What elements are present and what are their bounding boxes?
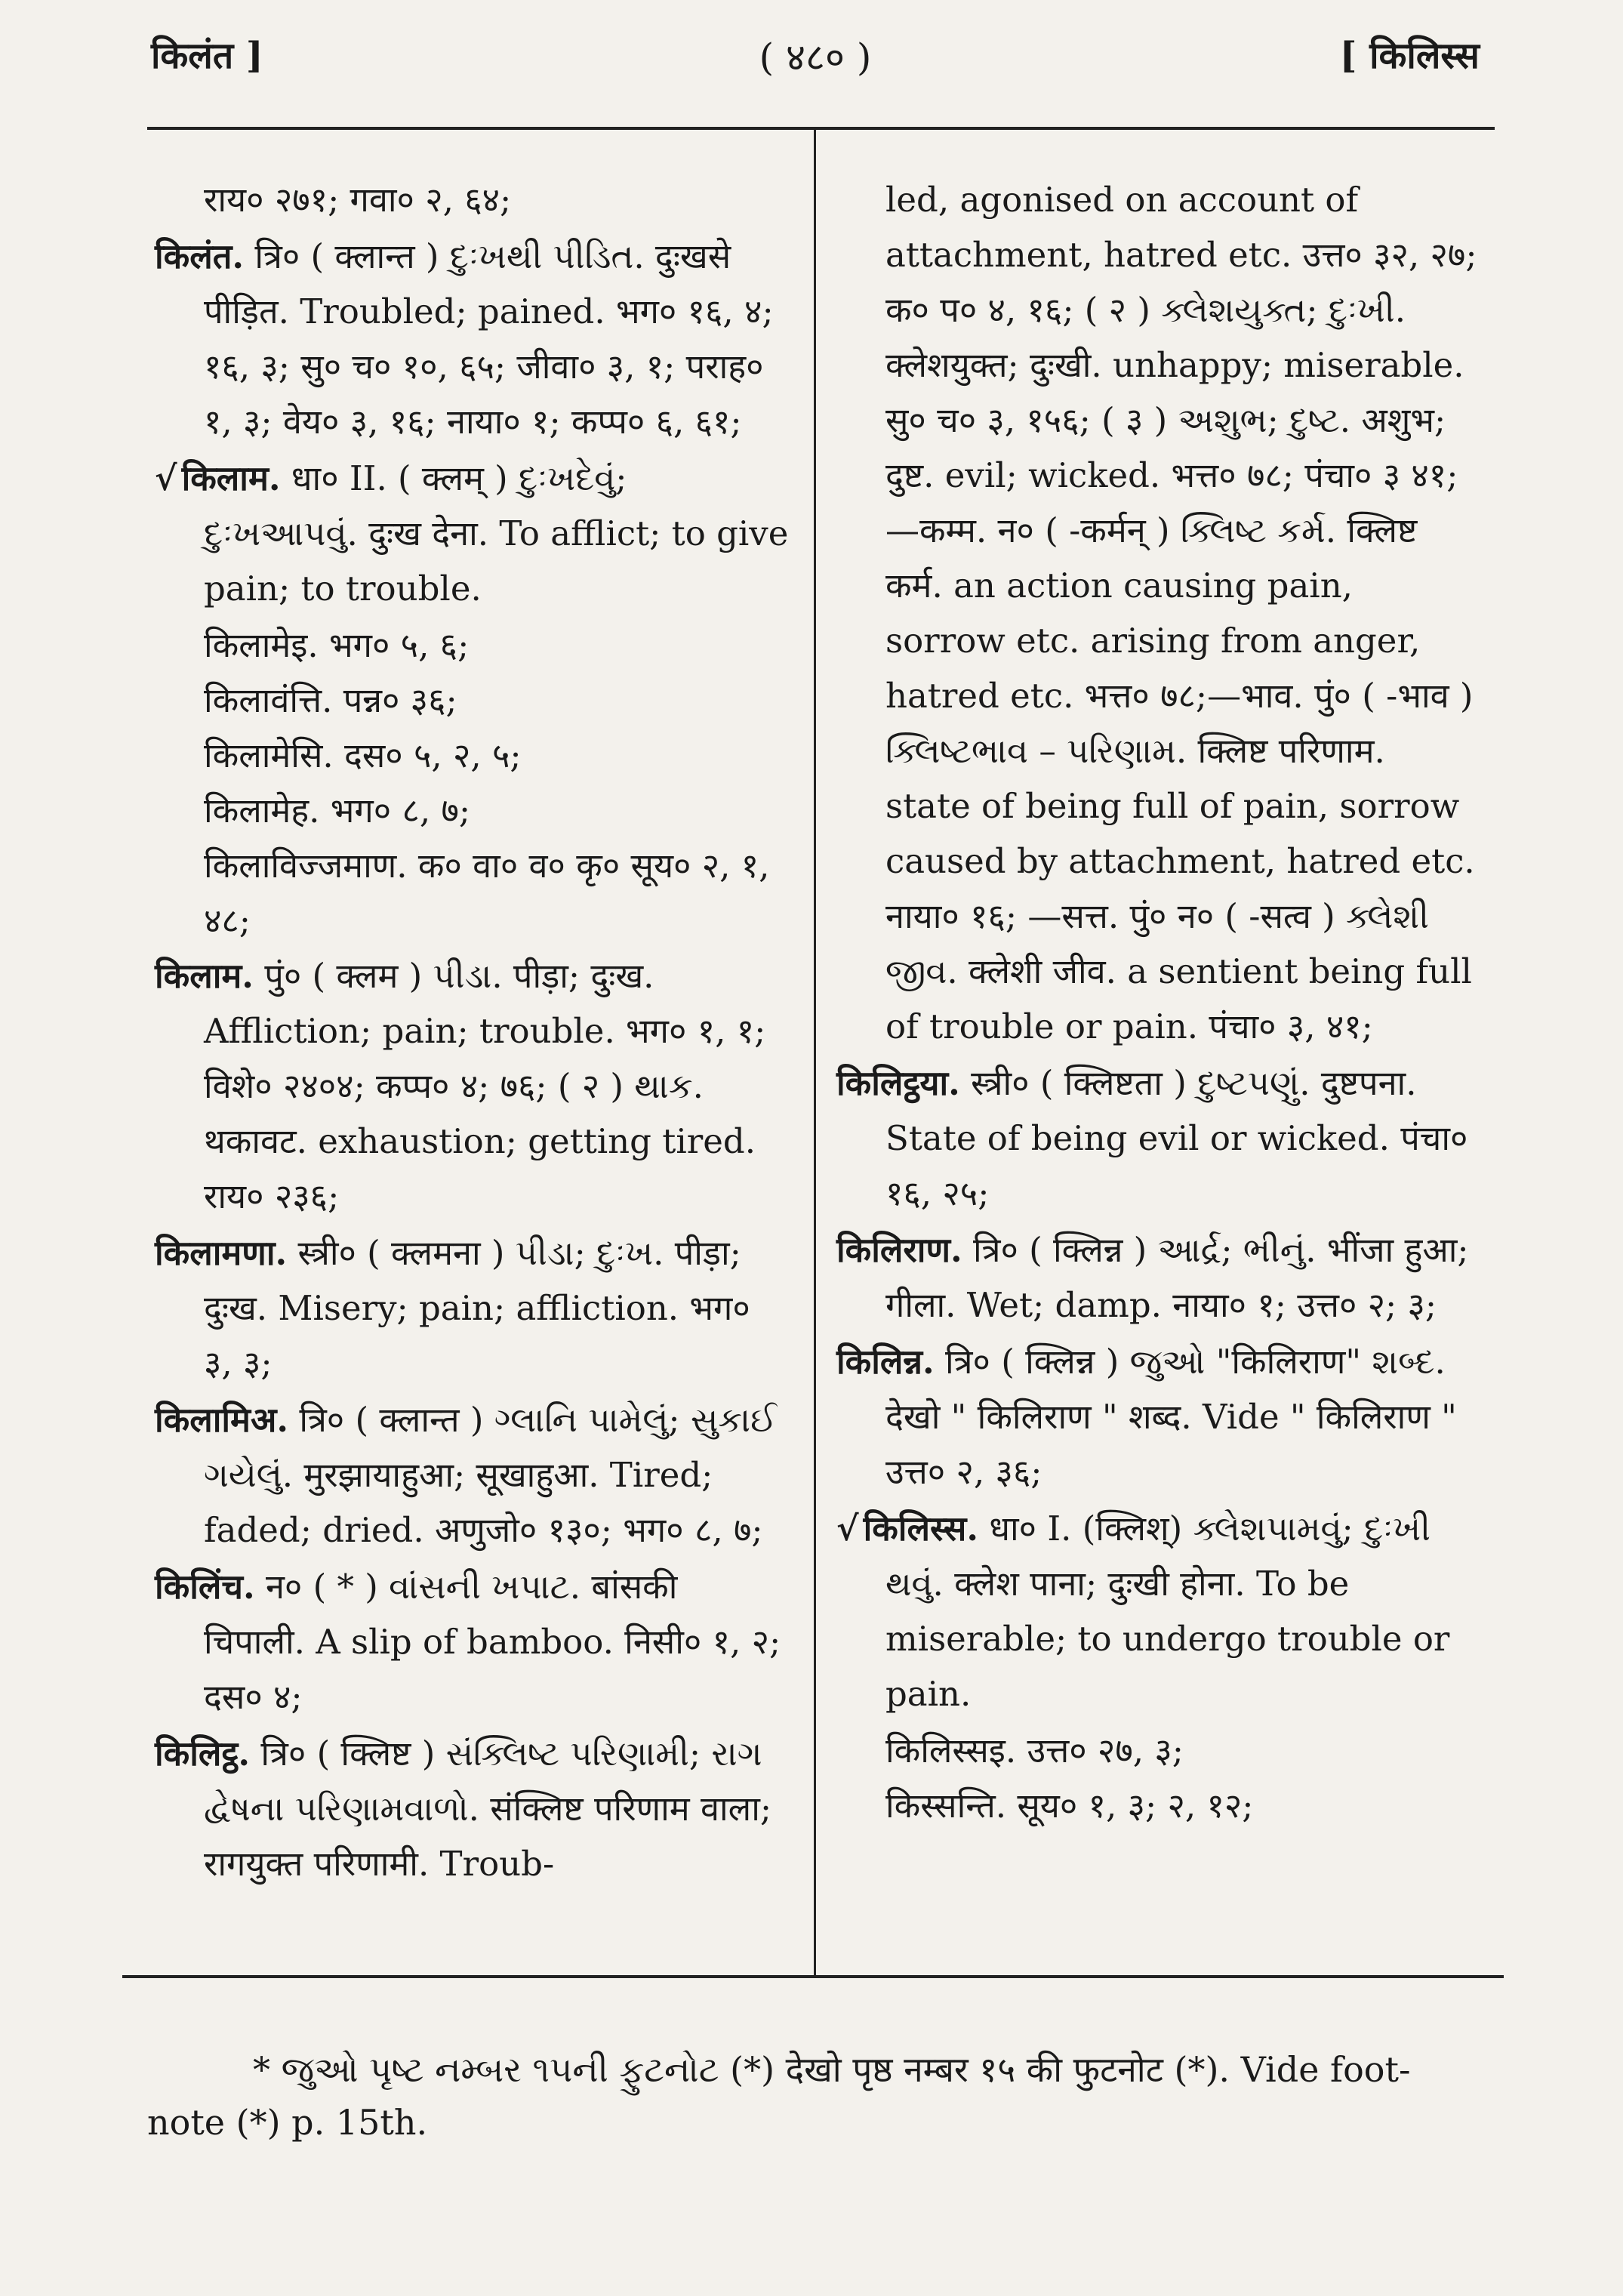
entry-body: स्त्री० ( क्लिष्टता ) દુષ્ટપણું. दुष्टपना. State of being evil or wicked. पंचा० १६, २५; bbox=[885, 1063, 1468, 1213]
footer-rule bbox=[122, 1975, 1504, 1978]
dictionary-entry bbox=[155, 1559, 789, 1724]
entry-body: त्रि० ( क्लिन्न ) જુઓ "किलिराण" શબ્દ. देखो " किलिराण " शब्द. Vide " किलिराण " उत्त० २, ३६; bbox=[885, 1342, 1457, 1492]
verb-form: किलामेह. भग० ८, ७; bbox=[204, 791, 471, 831]
entry-body: त्रि० ( क्लिष्ट ) સંક્લિષ્ટ પરિણામી; રાગ દ્વેષના પરિણામવાળો. संक्लिष्ट परिणाम वाला; रागयुक्त परिणामी. Troub- bbox=[204, 1734, 772, 1884]
headword: किलिंच. bbox=[155, 1567, 255, 1607]
entry-body: न० ( * ) વાંસની ખપાટ. बांसकी चिपाली. A slip of bamboo. निसी० १, २; दस० ४; bbox=[204, 1567, 781, 1717]
entry-body: पुं० ( क्लम ) પીડા. पीड़ा; दुःख. Affliction; pain; trouble. भग० १, १; विशे० २४०४; कप्प० ४; ७६; ( २ ) થાક. थकावट. exhaustion; getting tired. राय० २३६; bbox=[204, 956, 766, 1216]
headword: किलामिअ. bbox=[155, 1400, 288, 1440]
headword: किलाम. bbox=[155, 956, 254, 996]
footnote: * જુઓ પૃષ્ટ નમ્બર ૧૫ની ફુટનોટ (*) देखो पृष्ठ नम्बर १५ की फुटनोट (*). Vide foot-note (*) p. 15th. bbox=[147, 2049, 1411, 2143]
dictionary-entry bbox=[836, 1056, 1478, 1221]
left-column bbox=[155, 172, 789, 1893]
headword: किलाम. bbox=[181, 458, 281, 498]
headword: किलिट्ठया. bbox=[836, 1063, 960, 1103]
headword: किलिट्ठ. bbox=[155, 1734, 251, 1774]
root-checkmark-icon: √ bbox=[836, 1509, 859, 1549]
verb-form: किस्सन्ति. सूय० १, ३; २, १२; bbox=[885, 1786, 1254, 1826]
headword: किलामणा. bbox=[155, 1233, 288, 1273]
header-right-guide-word: [ किलिस्स bbox=[1339, 35, 1480, 77]
entry-body: त्रि० ( क्लान्त ) ગ્લાનિ પામેલું; સુકાઈ ગયેલું. मुरझायाहुआ; सूखाहुआ. Tired; faded; dried. अणुजो० १३०; भग० ८, ७; bbox=[204, 1400, 777, 1550]
continuation-text: राय० २७१; गवा० २, ६४; bbox=[204, 180, 512, 220]
headword: किलंत. bbox=[155, 236, 245, 276]
header-rule bbox=[147, 127, 1495, 130]
verb-form: किलिस्सइ. उत्त० २७, ३; bbox=[885, 1730, 1184, 1771]
dictionary-entry bbox=[155, 229, 789, 449]
headword: किलिराण. bbox=[836, 1230, 962, 1270]
entry-body: धा० II. ( क्लम् ) દુઃખદેવું; દુઃખઆપવું. दुःख देना. To afflict; to give pain; to trouble. bbox=[204, 458, 789, 609]
dictionary-entry bbox=[155, 1726, 789, 1891]
dictionary-entry bbox=[836, 1222, 1478, 1333]
entry-body: स्त्री० ( क्लमना ) પીડા; દુઃખ. पीड़ा; दुःख. Misery; pain; affliction. भग० ३, ३; bbox=[204, 1233, 750, 1383]
root-checkmark-icon: √ bbox=[155, 458, 177, 498]
dictionary-entry bbox=[155, 1225, 789, 1391]
verb-form: किलामेइ. भग० ५, ६; bbox=[204, 625, 470, 665]
verb-form: किलामेसि. दस० ५, २, ५; bbox=[204, 735, 522, 775]
dictionary-entry bbox=[155, 451, 789, 616]
page-header bbox=[151, 30, 1480, 91]
headword: किलिस्स. bbox=[863, 1509, 978, 1549]
page-number: ( ४८० ) bbox=[759, 35, 872, 79]
continuation-text: led, agonised on account of attachment, hatred etc. उत्त० ३२, २७; क० प० ४, १६; ( २ ) ક્લેશયુક્ત; દુઃખી. क्लेशयुक्त; दुःखी. unhappy; miserable. सु० च० ३, १५६; ( ३ ) અશુભ; દુષ્ટ. अशुभ; दुष्ट. evil; wicked. भत्त० ७८; पंचा० ३ ४१; —कम्म. न० ( -कर्मन् ) ક્લિષ્ટ કર્મ. क्लिष्ट कर्म. an action causing pain, sorrow etc. arising from anger, hatred etc. भत्त० ७८;—भाव. पुं० ( -भाव ) ક્લિષ્ટભાવ – પરિણામ. क्लिष्ट परिणाम. state of being full of pain, sorrow caused by attachment, hatred etc. नाया० १६; —सत्त. पुं० न० ( -सत्व ) ક્લેશી જીવ. क्लेशी जीव. a sentient being full of trouble or pain. पंचा० ३, ४१; bbox=[885, 180, 1477, 1046]
dictionary-entry bbox=[155, 1392, 789, 1558]
entry-body: त्रि० ( क्लान्त ) દુઃખથી પીડિત. दुःखसे पीड़ित. Troubled; pained. भग० १६, ४; १६, ३; सु० च० १०, ६५; जीवा० ३, १; पराह० १, ३; वेय० ३, १६; नाया० १; कप्प० ६, ६१; bbox=[204, 236, 774, 442]
column-divider bbox=[814, 130, 816, 1977]
dictionary-entry bbox=[836, 1501, 1478, 1721]
headword: किलिन्न. bbox=[836, 1342, 935, 1382]
header-left-guide-word: किलंत ] bbox=[151, 35, 263, 77]
right-column bbox=[836, 172, 1478, 1833]
entry-body: त्रि० ( क्लिन्न ) આર્દ્ર; ભીનું. भींजा हुआ; गीला. Wet; damp. नाया० १; उत्त० २; ३; bbox=[885, 1230, 1469, 1325]
entry-body: धा० I. (क्लिश्) ક્લેશપામવું; દુઃખી થવું. क्लेश पाना; दुःखी होना. To be miserable; to undergo trouble or pain. bbox=[885, 1509, 1450, 1714]
dictionary-entry bbox=[836, 1334, 1478, 1499]
dictionary-entry bbox=[155, 948, 789, 1224]
verb-form: किलावंत्ति. पन्न० ३६; bbox=[204, 680, 457, 720]
verb-form: किलाविज्जमाण. क० वा० व० कृ० सूय० २, १, ४८; bbox=[204, 846, 770, 941]
